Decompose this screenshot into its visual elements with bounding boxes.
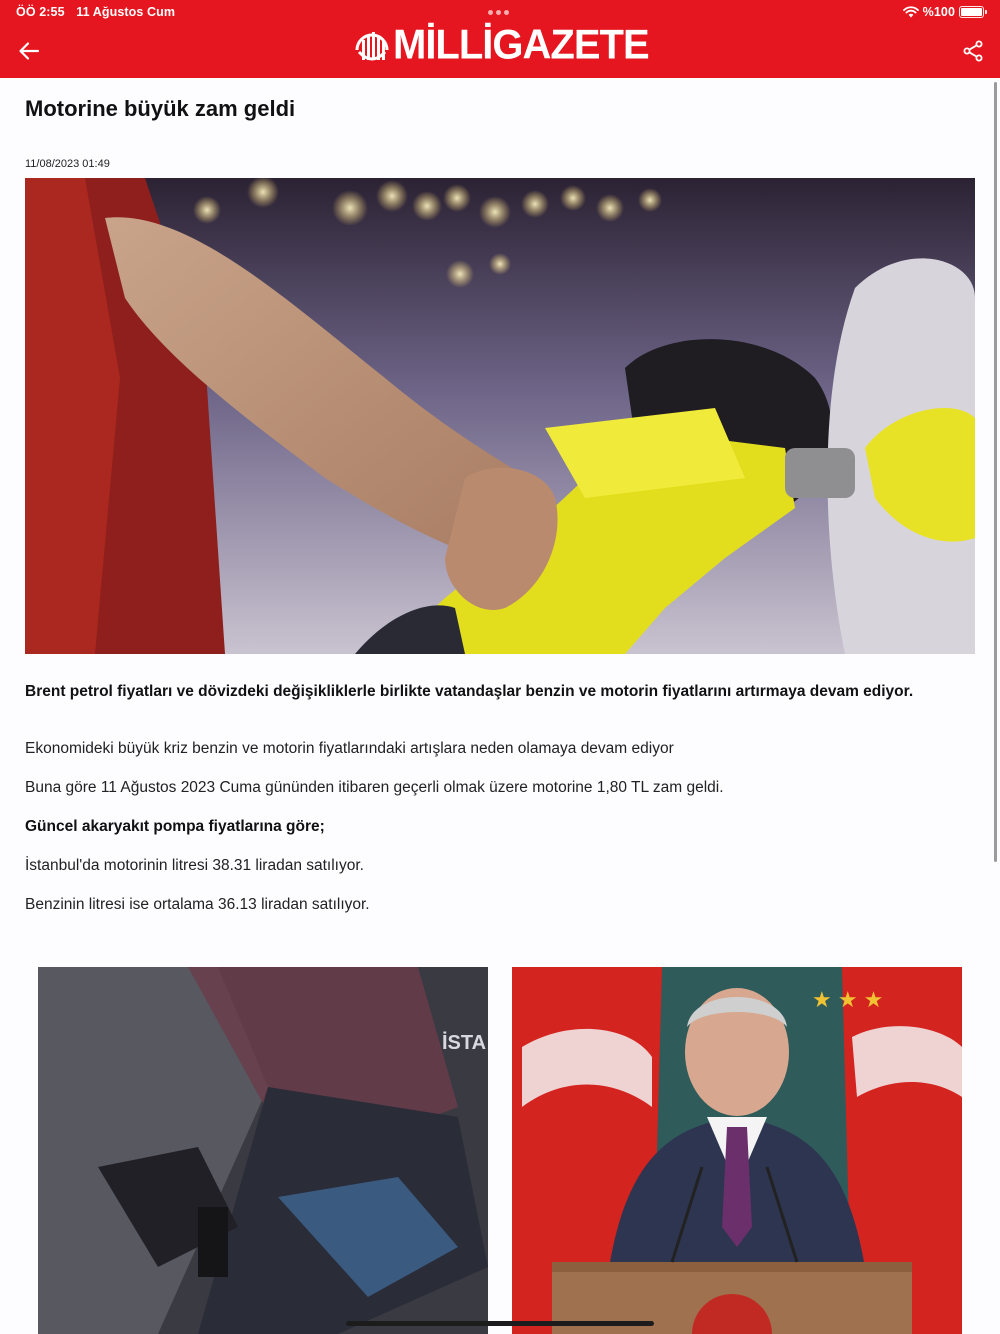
article [25, 78, 975, 934]
article-subheading: Güncel akaryakıt pompa fiyatlarına göre; [25, 818, 325, 835]
related-news-card[interactable] [38, 967, 488, 1334]
scrollbar[interactable] [994, 82, 997, 862]
article-body [25, 739, 975, 915]
arrow-left-icon [18, 40, 40, 62]
battery-icon [959, 6, 984, 18]
status-time: ÖÖ 2:55 [16, 5, 65, 19]
fuel-nozzle-photo [25, 178, 975, 654]
battery-percent: %100 [922, 5, 955, 19]
logo-emblem-icon [355, 26, 389, 64]
article-title: Motorine büyük zam geldi [25, 96, 296, 121]
article-paragraph: Buna göre 11 Ağustos 2023 Cuma gününden itibaren geçerli olmak üzere motorine 1,80 TL zam geldi. [25, 779, 724, 796]
back-button[interactable] [14, 36, 44, 66]
home-indicator[interactable] [346, 1321, 654, 1326]
share-button[interactable] [958, 36, 988, 66]
multitasking-dots-icon[interactable] [488, 10, 509, 15]
share-icon [962, 40, 984, 62]
wifi-icon [903, 6, 919, 18]
watermark-text: İSTA [442, 1032, 487, 1054]
related-news-image [512, 967, 962, 1334]
article-hero-image [25, 178, 975, 654]
related-news [38, 967, 962, 1334]
related-news-card[interactable] [512, 967, 962, 1334]
logo-text: MİLLİGAZETE [393, 21, 649, 68]
svg-text:★ ★ ★: ★ ★ ★ [812, 987, 884, 1012]
status-date: 11 Ağustos Cum [76, 5, 176, 19]
article-paragraph: Benzinin litresi ise ortalama 36.13 liradan satılıyor. [25, 896, 370, 913]
milligazete-logo [355, 21, 649, 68]
article-date: 11/08/2023 01:49 [25, 158, 110, 170]
article-paragraph: İstanbul'da motorinin litresi 38.31 liradan satılıyor. [25, 857, 364, 874]
status-bar-right [903, 5, 984, 19]
article-paragraph: Ekonomideki büyük kriz benzin ve motorin fiyatlarındaki artışlara neden olamaya devam ediyor [25, 740, 674, 757]
app-header [0, 0, 1000, 78]
article-lead: Brent petrol fiyatları ve dövizdeki değişikliklerle birlikte vatandaşlar benzin ve motorin fiyatlarını artırmaya devam ediyor. [25, 683, 914, 700]
related-news-image [38, 967, 488, 1334]
status-bar-left [16, 5, 183, 19]
